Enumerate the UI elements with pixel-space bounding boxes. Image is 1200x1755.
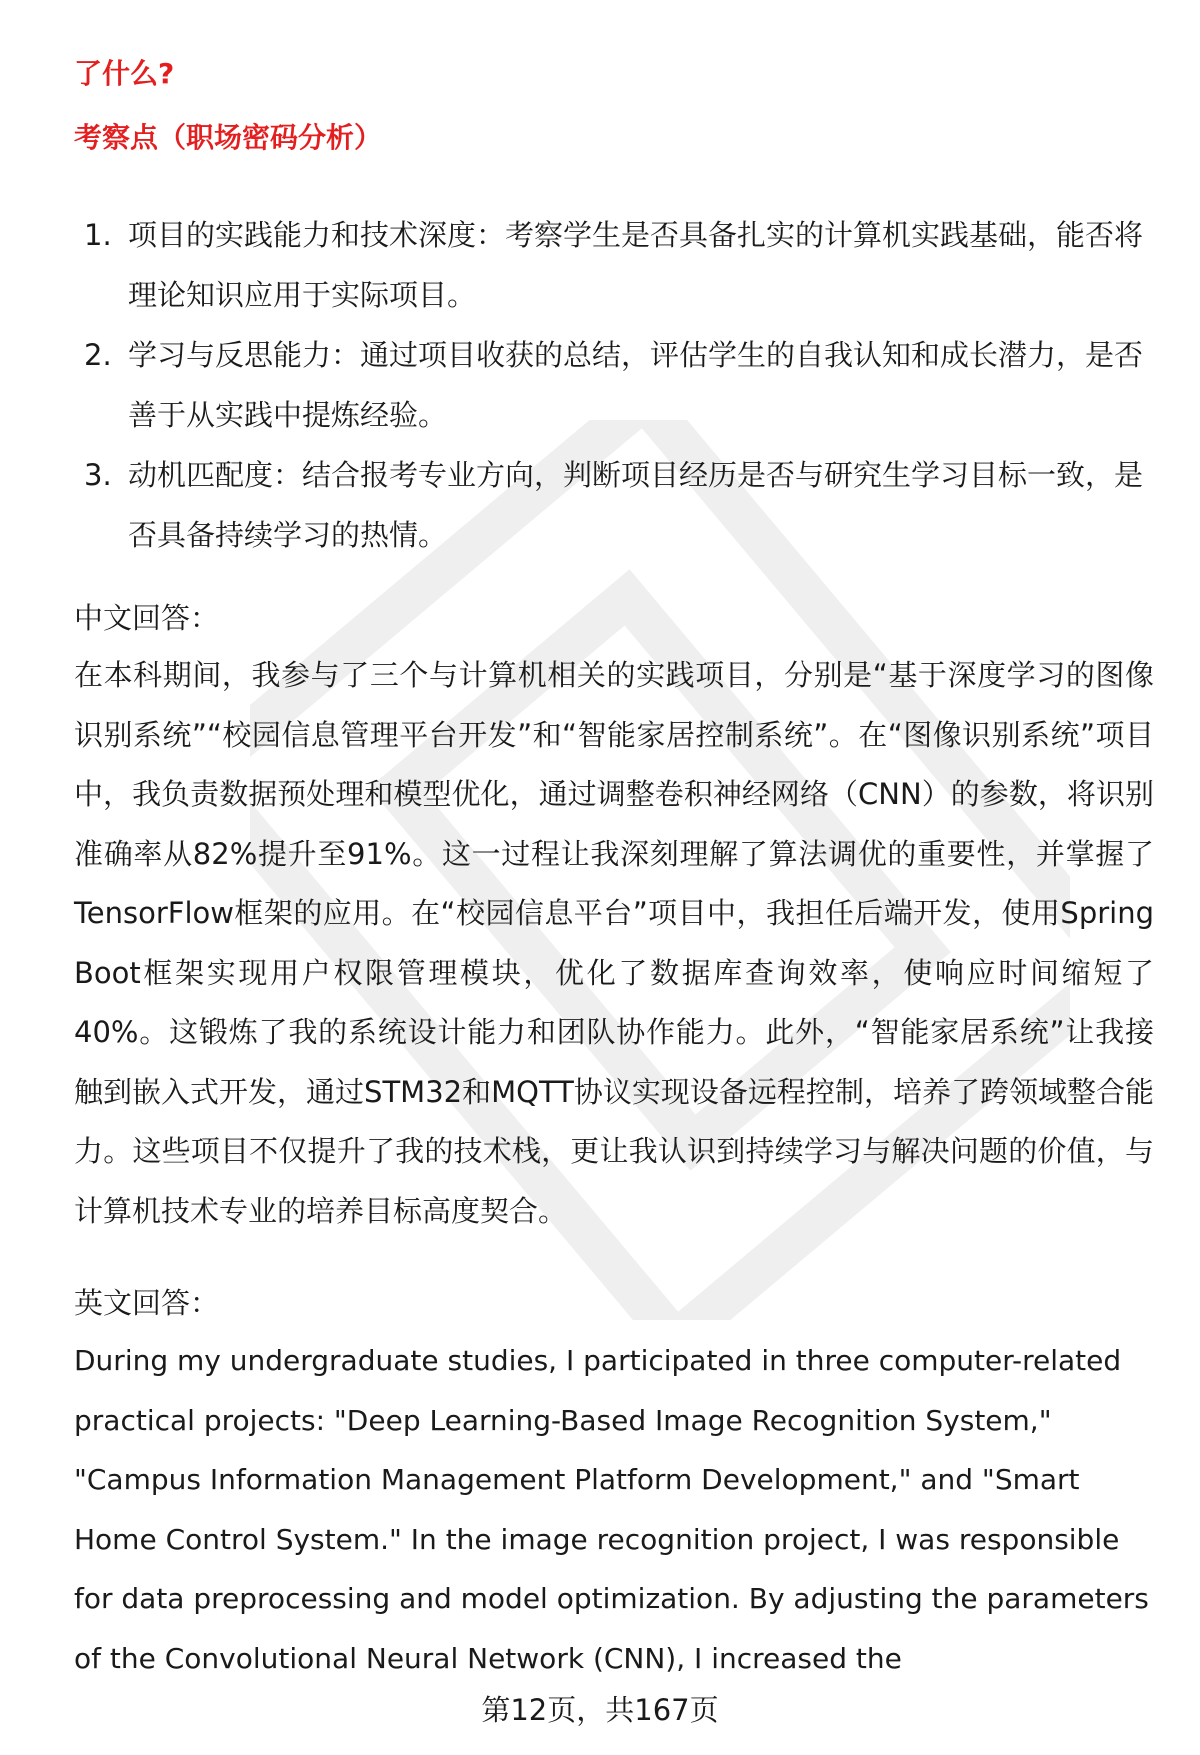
list-number: 1. [84,218,112,252]
assessment-points-list [74,205,1154,565]
page-footer: 第12页，共167页 [481,1693,719,1727]
list-item [74,445,1154,565]
list-item-text: 动机匹配度：结合报考专业方向，判断项目经历是否与研究生学习目标一致，是否具备持续学习的热情。 [128,458,1144,552]
section-heading: 考察点（职场密码分析） [74,121,383,154]
list-item-text: 学习与反思能力：通过项目收获的总结，评估学生的自我认知和成长潜力，是否善于从实践中提炼经验。 [128,338,1144,432]
english-answer-label: 英文回答： [74,1286,220,1320]
english-answer-text: During my undergraduate studies, I participated in three computer-related practical projects: "Deep Learning-Based Image Recognition System," "Campus Information Management Platform Development," and "Smart Home Control System." In the image recognition project, I was responsible for data preprocessing and model optimization. By adjusting the parameters of the Convolutional Neural Network (CNN), I increased the [74,1344,1149,1675]
list-number: 3. [84,458,112,492]
chinese-answer-label: 中文回答： [74,601,220,635]
list-item [74,205,1154,325]
continued-heading: 了什么? [74,57,175,90]
chinese-answer-text: 在本科期间，我参与了三个与计算机相关的实践项目，分别是“基于深度学习的图像识别系统”“校园信息管理平台开发”和“智能家居控制系统”。在“图像识别系统”项目中，我负责数据预处理和模型优化，通过调整卷积神经网络（CNN）的参数，将识别准确率从82%提升至91%。这一过程让我深刻理解了算法调优的重要性，并掌握了TensorFlow框架的应用。在“校园信息平台”项目中，我担任后端开发，使用Spring Boot框架实现用户权限管理模块，优化了数据库查询效率，使响应时间缩短了40%。这锻炼了我的系统设计能力和团队协作能力。此外，“智能家居系统”让我接触到嵌入式开发，通过STM32和MQTT协议实现设备远程控制，培养了跨领域整合能力。这些项目不仅提升了我的技术栈，更让我认识到持续学习与解决问题的价值，与计算机技术专业的培养目标高度契合。 [74,658,1154,1228]
list-item-text: 项目的实践能力和技术深度：考察学生是否具备扎实的计算机实践基础，能否将理论知识应用于实际项目。 [128,218,1144,312]
list-item [74,325,1154,445]
list-number: 2. [84,338,112,372]
